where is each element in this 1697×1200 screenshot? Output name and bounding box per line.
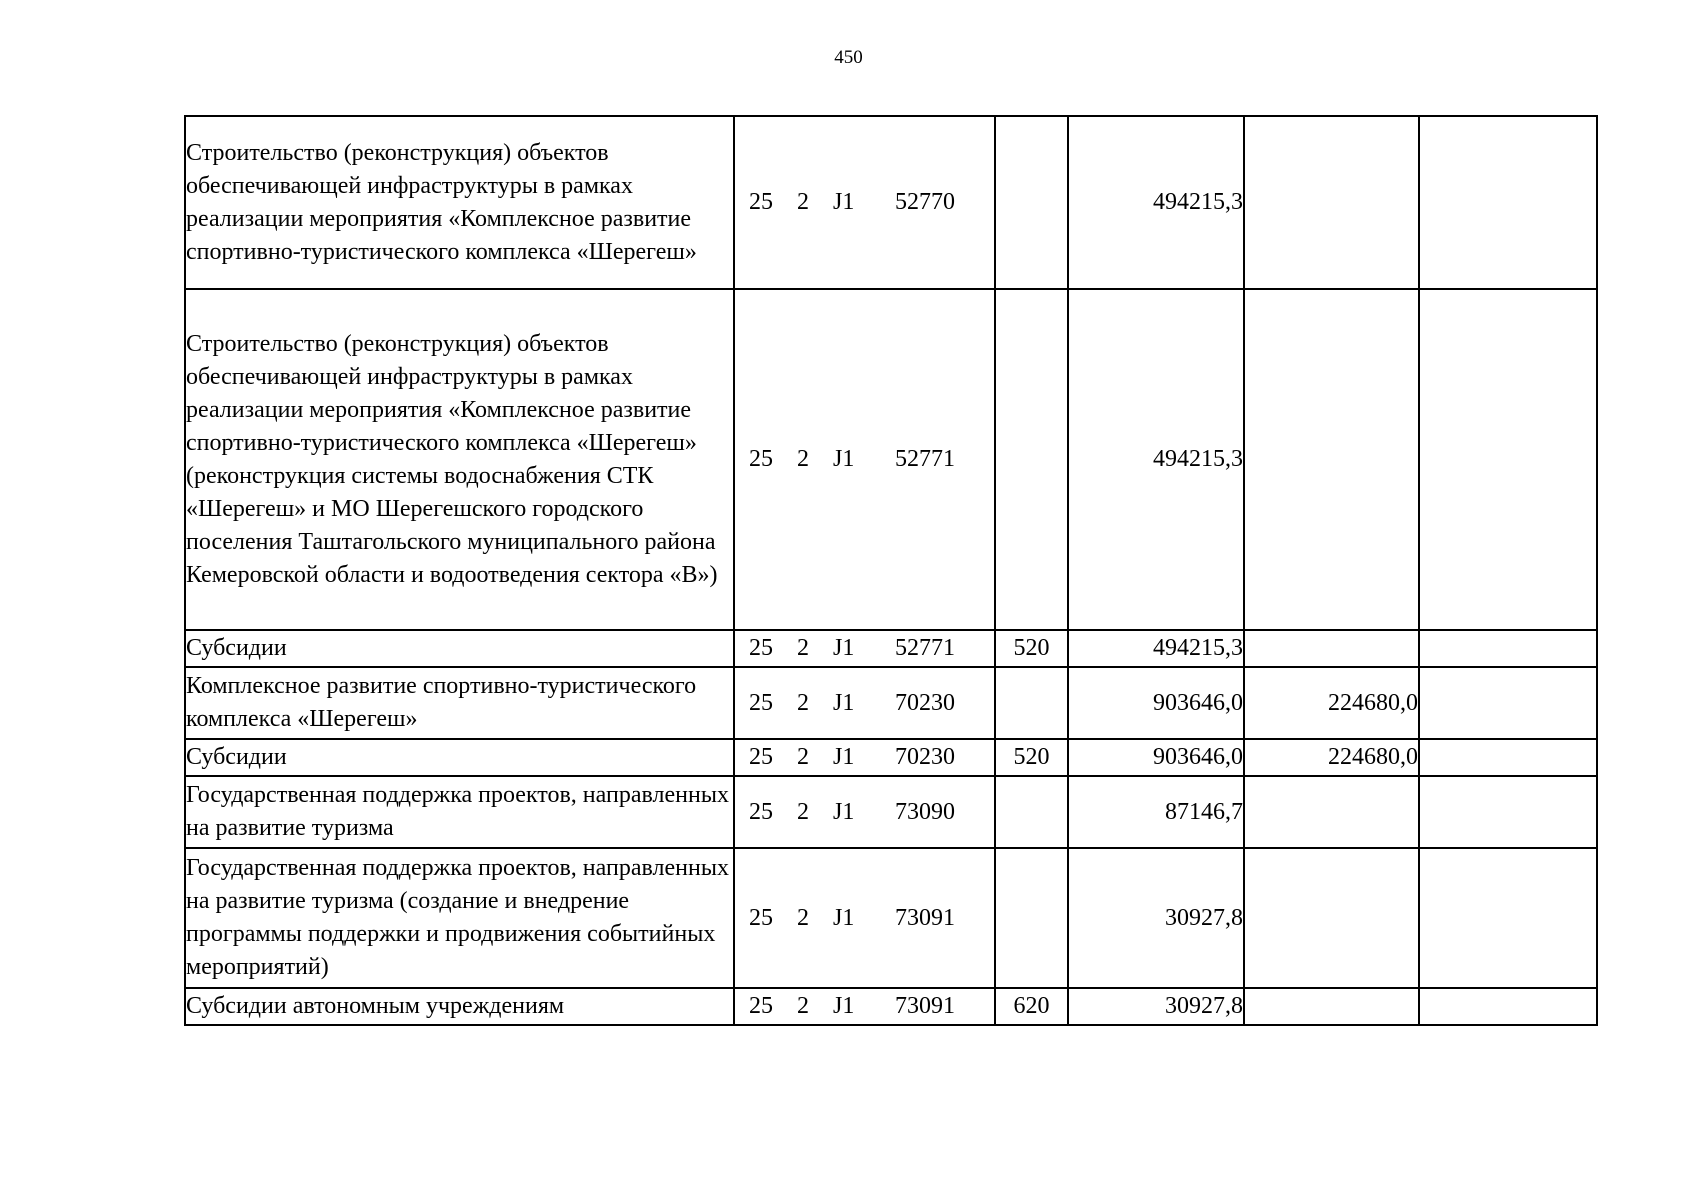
code-program: 25 (749, 798, 773, 825)
code-subprogram: 2 (797, 993, 809, 1019)
table-row (185, 630, 1597, 667)
expense-type (995, 848, 1068, 988)
row-codes (734, 988, 995, 1025)
code-number: 52771 (895, 446, 955, 472)
code-direction: J1 (833, 904, 855, 931)
amount-col-3 (1419, 116, 1597, 289)
amount-col-2: 224680,0 (1244, 739, 1419, 776)
table-row (185, 776, 1597, 848)
row-codes (734, 289, 995, 630)
code-direction: J1 (833, 635, 855, 661)
amount-col-1: 30927,8 (1068, 988, 1244, 1025)
amount-col-2 (1244, 988, 1419, 1025)
code-subprogram: 2 (797, 446, 809, 472)
row-codes (734, 116, 995, 289)
amount-col-1: 30927,8 (1068, 848, 1244, 988)
code-direction: J1 (833, 993, 855, 1019)
amount-col-2 (1244, 776, 1419, 848)
amount-col-2 (1244, 116, 1419, 289)
row-name: Государственная поддержка проектов, направленных на развитие туризма (185, 776, 734, 848)
expense-type: 620 (995, 988, 1068, 1025)
code-subprogram: 2 (797, 904, 809, 931)
code-program: 25 (749, 635, 773, 661)
row-name: Субсидии (185, 739, 734, 776)
amount-col-1: 494215,3 (1068, 116, 1244, 289)
amount-col-1: 494215,3 (1068, 630, 1244, 667)
budget-table (184, 115, 1598, 1026)
row-name: Строительство (реконструкция) объектов обеспечивающей инфраструктуры в рамках реализации мероприятия «Комплексное развитие спортивно-туристического комплекса «Шерегеш» (реконструкция системы водоснабжения СТК «Шерегеш» и МО Шерегешского городского поселения Таштагольского муниципального района Кемеровской области и водоотведения сектора «В») (185, 289, 734, 630)
amount-col-1: 494215,3 (1068, 289, 1244, 630)
code-subprogram: 2 (797, 189, 809, 215)
amount-col-1: 87146,7 (1068, 776, 1244, 848)
code-subprogram: 2 (797, 744, 809, 770)
code-subprogram: 2 (797, 798, 809, 825)
code-direction: J1 (833, 446, 855, 472)
expense-type: 520 (995, 630, 1068, 667)
table-row (185, 848, 1597, 988)
expense-type (995, 667, 1068, 739)
expense-type (995, 776, 1068, 848)
row-codes (734, 848, 995, 988)
code-number: 70230 (895, 689, 955, 716)
page-number: 450 (834, 47, 863, 68)
code-program: 25 (749, 744, 773, 770)
code-program: 25 (749, 689, 773, 716)
expense-type (995, 116, 1068, 289)
code-number: 73090 (895, 798, 955, 825)
amount-col-2 (1244, 848, 1419, 988)
amount-col-2: 224680,0 (1244, 667, 1419, 739)
row-name: Комплексное развитие спортивно-туристического комплекса «Шерегеш» (185, 667, 734, 739)
table-row (185, 289, 1597, 630)
amount-col-3 (1419, 667, 1597, 739)
row-codes (734, 667, 995, 739)
code-direction: J1 (833, 689, 855, 716)
amount-col-3 (1419, 848, 1597, 988)
row-name: Субсидии автономным учреждениям (185, 988, 734, 1025)
code-number: 52771 (895, 635, 955, 661)
budget-table-body (185, 116, 1597, 1025)
row-name: Строительство (реконструкция) объектов обеспечивающей инфраструктуры в рамках реализации мероприятия «Комплексное развитие спортивно-туристического комплекса «Шерегеш» (185, 116, 734, 289)
code-program: 25 (749, 904, 773, 931)
table-row (185, 739, 1597, 776)
code-direction: J1 (833, 798, 855, 825)
amount-col-3 (1419, 630, 1597, 667)
expense-type (995, 289, 1068, 630)
table-row (185, 116, 1597, 289)
amount-col-1: 903646,0 (1068, 667, 1244, 739)
code-number: 70230 (895, 744, 955, 770)
code-program: 25 (749, 993, 773, 1019)
amount-col-3 (1419, 289, 1597, 630)
code-direction: J1 (833, 744, 855, 770)
row-codes (734, 776, 995, 848)
amount-col-1: 903646,0 (1068, 739, 1244, 776)
code-subprogram: 2 (797, 635, 809, 661)
code-program: 25 (749, 189, 773, 215)
code-program: 25 (749, 446, 773, 472)
code-direction: J1 (833, 189, 855, 215)
code-number: 73091 (895, 904, 955, 931)
code-subprogram: 2 (797, 689, 809, 716)
code-number: 73091 (895, 993, 955, 1019)
table-row (185, 667, 1597, 739)
row-codes (734, 739, 995, 776)
amount-col-3 (1419, 776, 1597, 848)
row-codes (734, 630, 995, 667)
amount-col-3 (1419, 988, 1597, 1025)
amount-col-2 (1244, 630, 1419, 667)
row-name: Государственная поддержка проектов, направленных на развитие туризма (создание и внедрение программы поддержки и продвижения событийных мероприятий) (185, 848, 734, 988)
amount-col-3 (1419, 739, 1597, 776)
expense-type: 520 (995, 739, 1068, 776)
table-row (185, 988, 1597, 1025)
amount-col-2 (1244, 289, 1419, 630)
code-number: 52770 (895, 189, 955, 215)
row-name: Субсидии (185, 630, 734, 667)
